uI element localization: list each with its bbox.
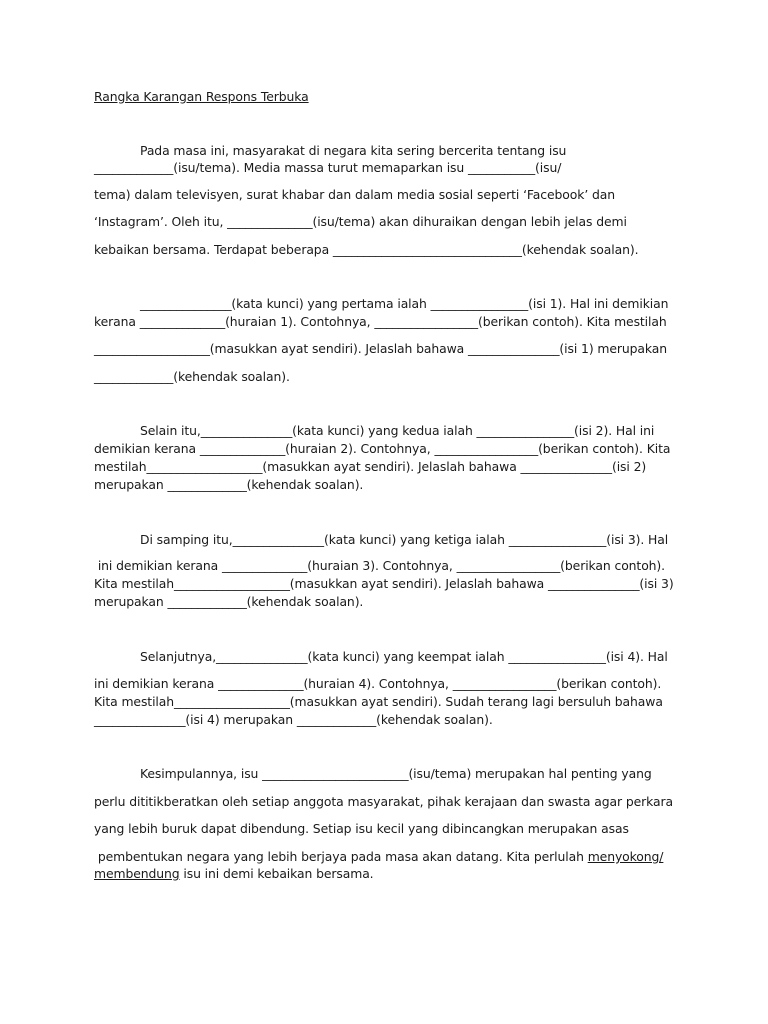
paragraph-line: _______________(kata kunci) yang pertama ialah ________________(isi 1). Hal ini demikian xyxy=(140,296,669,311)
underlined-word: membendung xyxy=(94,866,180,881)
paragraph-text: pembentukan negara yang lebih berjaya pada masa akan datang. Kita perlulah xyxy=(94,849,588,864)
paragraph-line: yang lebih buruk dapat dibendung. Setiap isu kecil yang dibincangkan merupakan asas xyxy=(94,821,629,836)
paragraph-line: merupakan _____________(kehendak soalan). xyxy=(94,477,364,492)
paragraph-line: Kita mestilah___________________(masukkan ayat sendiri). Sudah terang lagi bersuluh bahawa xyxy=(94,694,663,709)
paragraph-line: mestilah___________________(masukkan ayat sendiri). Jelaslah bahawa _______________(isi 2) xyxy=(94,459,647,474)
paragraph-line: _____________(isu/tema). Media massa turut memaparkan isu ___________(isu/ xyxy=(94,160,562,175)
paragraph-line: _______________(isi 4) merupakan _____________(kehendak soalan). xyxy=(94,712,493,727)
paragraph-line: _____________(kehendak soalan). xyxy=(94,369,290,384)
paragraph-text: isu ini demi kebaikan bersama. xyxy=(179,866,374,881)
paragraph-line xyxy=(94,849,663,865)
paragraph-line: ___________________(masukkan ayat sendiri). Jelaslah bahawa _______________(isi 1) merupakan xyxy=(94,341,668,356)
paragraph-line: kerana ______________(huraian 1). Contohnya, _________________(berikan contoh). Kita mestilah xyxy=(94,314,667,329)
paragraph-line: Kita mestilah___________________(masukkan ayat sendiri). Jelaslah bahawa _______________(isi 3) xyxy=(94,576,674,591)
paragraph-line: Pada masa ini, masyarakat di negara kita sering bercerita tentang isu xyxy=(140,143,567,158)
underlined-word: menyokong/ xyxy=(587,849,664,864)
document-title: Rangka Karangan Respons Terbuka xyxy=(94,89,309,104)
paragraph-line: demikian kerana ______________(huraian 2). Contohnya, _________________(berikan contoh). Kita xyxy=(94,441,671,456)
paragraph-line: Di samping itu,_______________(kata kunci) yang ketiga ialah ________________(isi 3). Hal xyxy=(140,532,669,547)
paragraph-line: kebaikan bersama. Terdapat beberapa _______________________________(kehendak soalan). xyxy=(94,242,639,257)
paragraph-line: ini demikian kerana ______________(huraian 4). Contohnya, _________________(berikan contoh). xyxy=(94,676,662,691)
paragraph-line: tema) dalam televisyen, surat khabar dan dalam media sosial seperti ‘Facebook’ dan xyxy=(94,187,616,202)
paragraph-line: Kesimpulannya, isu ________________________(isu/tema) merupakan hal penting yang xyxy=(140,766,652,781)
paragraph-line: ini demikian kerana ______________(huraian 3). Contohnya, _________________(berikan contoh). xyxy=(94,558,665,573)
paragraph-line xyxy=(94,866,374,882)
paragraph-line: ‘Instagram’. Oleh itu, ______________(isu/tema) akan dihuraikan dengan lebih jelas demi xyxy=(94,214,627,229)
paragraph-line: merupakan _____________(kehendak soalan). xyxy=(94,594,364,609)
paragraph-line: perlu dititikberatkan oleh setiap anggota masyarakat, pihak kerajaan dan swasta agar perkara xyxy=(94,794,673,809)
paragraph-line: Selain itu,_______________(kata kunci) yang kedua ialah ________________(isi 2). Hal ini xyxy=(140,423,655,438)
paragraph-line: Selanjutnya,_______________(kata kunci) yang keempat ialah ________________(isi 4). Hal xyxy=(140,649,668,664)
